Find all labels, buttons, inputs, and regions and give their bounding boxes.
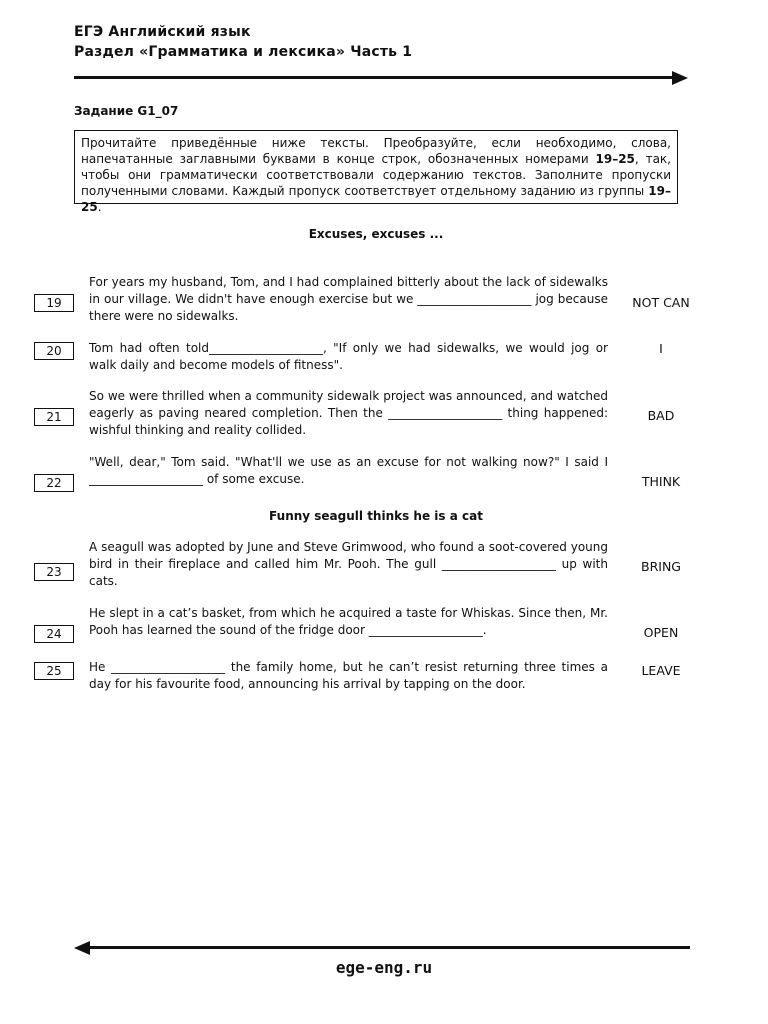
- instructions-text-1: Прочитайте приведённые ниже тексты. Преобразуйте, если необходимо, слова, напечатанные заглавными буквами в конце строк, обозначенных номерами: [81, 136, 671, 166]
- item-word-24: OPEN: [643, 625, 679, 640]
- item-text-23: A seagull was adopted by June and Steve Grimwood, who found a soot-covered young bird in their fireplace and called him Mr. Pooh. The gull ___________________ up with cats.: [89, 540, 608, 588]
- item-word-20: I: [659, 341, 663, 356]
- item-text-21: So we were thrilled when a community sidewalk project was announced, and watched eagerly as paving neared completion. Then the ___________________ thing happened: wishful thinking and reality collided.: [89, 389, 608, 437]
- bottom-arrow-line: [88, 946, 690, 949]
- item-word-21: BAD: [647, 408, 675, 423]
- task-id: Задание G1_07: [74, 104, 179, 118]
- header-subtitle: Раздел «Грамматика и лексика» Часть 1: [74, 44, 413, 60]
- item-text-22: "Well, dear," Tom said. "What'll we use as an excuse for not walking now?" I said I ___________________ of some excuse.: [89, 455, 608, 486]
- item-text-19: For years my husband, Tom, and I had complained bitterly about the lack of sidewalks in our village. We didn't have enough exercise but we ___________________ jog because there were no sidewalks.: [89, 275, 608, 323]
- item-text-24: He slept in a cat’s basket, from which he acquired a taste for Whiskas. Since then, Mr. Pooh has learned the sound of the fridge door ___________________.: [89, 606, 608, 637]
- item-number-20: 20: [34, 342, 74, 360]
- arrow-right-icon: [672, 71, 688, 85]
- header-title: ЕГЭ Английский язык: [74, 24, 251, 40]
- instructions-text-3: .: [97, 200, 102, 214]
- instructions-range-2: 19–25: [81, 184, 671, 214]
- text-title-1: Excuses, excuses ...: [308, 227, 444, 241]
- top-arrow-line: [74, 76, 674, 79]
- item-word-19: NOT CAN: [632, 295, 690, 310]
- item-word-25: LEAVE: [641, 663, 681, 678]
- item-number-25: 25: [34, 662, 74, 680]
- item-number-23: 23: [34, 563, 74, 581]
- item-text-20: Tom had often told___________________, "If only we had sidewalks, we would jog or walk daily and become models of fitness".: [89, 341, 608, 372]
- text-title-2: Funny seagull thinks he is a cat: [269, 509, 483, 523]
- instructions-box: [74, 130, 678, 214]
- item-number-22: 22: [34, 474, 74, 492]
- item-word-23: BRING: [641, 559, 681, 574]
- item-number-24: 24: [34, 625, 74, 643]
- instructions-text-2: , так, чтобы они грамматически соответствовали содержанию текстов. Заполните пропуски полученными словами. Каждый пропуск соответствует отдельному заданию из группы: [81, 152, 671, 198]
- item-number-19: 19: [34, 294, 74, 312]
- instructions-range-1: 19–25: [595, 152, 635, 166]
- item-word-22: THINK: [641, 474, 681, 489]
- item-text-25: He ___________________ the family home, but he can’t resist returning three times a day for his favourite food, announcing his arrival by tapping on the door.: [89, 660, 608, 691]
- footer-site[interactable]: ege-eng.ru: [335, 958, 433, 977]
- item-number-21: 21: [34, 408, 74, 426]
